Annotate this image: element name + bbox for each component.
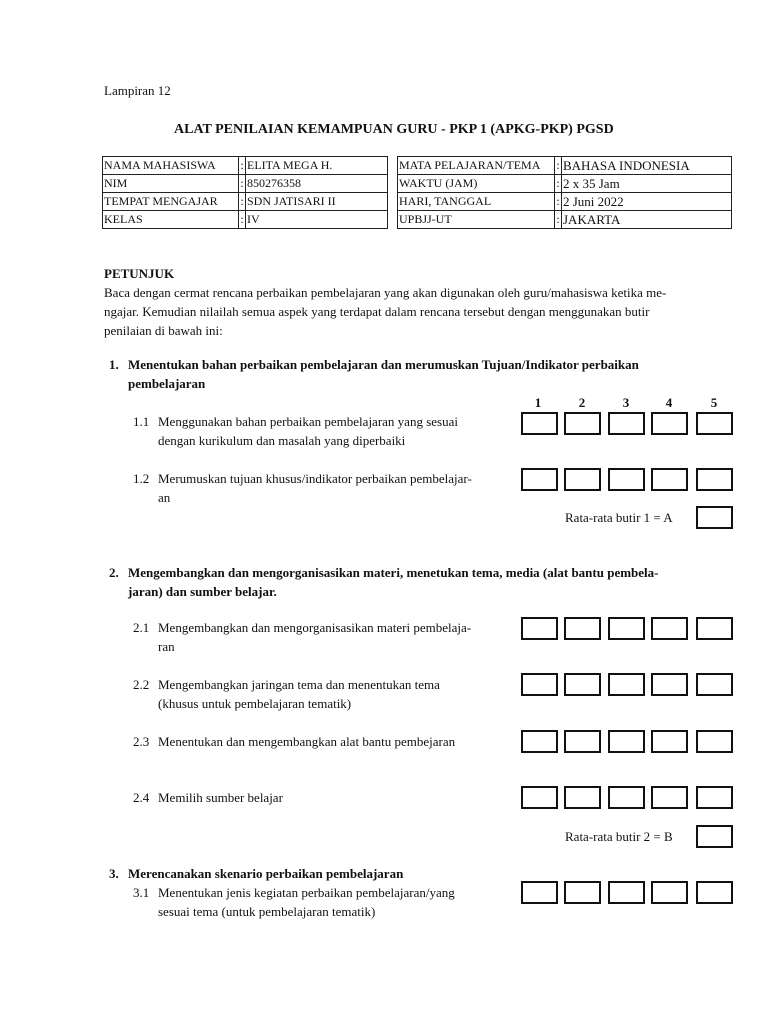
rating-box-5[interactable] — [696, 617, 733, 640]
info-colon: : — [239, 175, 246, 193]
info-label-hari: HARI, TANGGAL — [398, 193, 555, 211]
lesson-info-table — [397, 156, 732, 229]
rating-box-1[interactable] — [521, 786, 558, 809]
rating-box-3[interactable] — [608, 412, 645, 435]
rating-box-4[interactable] — [651, 617, 688, 640]
info-value-nim: 850276358 — [246, 175, 388, 193]
info-value-nama: ELITA MEGA H. — [246, 157, 388, 175]
info-label-upbjj: UPBJJ-UT — [398, 211, 555, 229]
info-colon: : — [555, 157, 562, 175]
scale-label-5: 5 — [710, 395, 718, 410]
info-colon: : — [555, 193, 562, 211]
info-colon: : — [239, 157, 246, 175]
scale-label-2: 2 — [578, 395, 586, 410]
rating-box-5[interactable] — [696, 730, 733, 753]
rating-box-4[interactable] — [651, 786, 688, 809]
item-text-line: an — [158, 490, 171, 505]
rating-box-1[interactable] — [521, 412, 558, 435]
info-value-upbjj: JAKARTA — [562, 211, 732, 229]
rating-box-2[interactable] — [564, 786, 601, 809]
section-number: 3. — [109, 866, 119, 881]
info-label-nim: NIM — [103, 175, 239, 193]
item-text-line: Memilih sumber belajar — [158, 790, 283, 805]
rating-box-1[interactable] — [521, 730, 558, 753]
average-label-b: Rata-rata butir 2 = B — [565, 829, 673, 844]
rating-box-3[interactable] — [608, 730, 645, 753]
rating-box-4[interactable] — [651, 412, 688, 435]
rating-box-5[interactable] — [696, 881, 733, 904]
rating-box-2[interactable] — [564, 412, 601, 435]
item-text-line: Merumuskan tujuan khusus/indikator perbaikan pembelajar- — [158, 471, 472, 486]
rating-box-1[interactable] — [521, 617, 558, 640]
item-text-line: dengan kurikulum dan masalah yang diperbaiki — [158, 433, 406, 448]
scale-label-1: 1 — [534, 395, 542, 410]
item-number: 3.1 — [133, 885, 150, 900]
scale-label-4: 4 — [665, 395, 673, 410]
rating-box-2[interactable] — [564, 617, 601, 640]
rating-box-2[interactable] — [564, 730, 601, 753]
rating-box-4[interactable] — [651, 730, 688, 753]
info-colon: : — [555, 211, 562, 229]
average-label-a: Rata-rata butir 1 = A — [565, 510, 673, 525]
info-colon: : — [555, 175, 562, 193]
rating-box-3[interactable] — [608, 468, 645, 491]
rating-box-3[interactable] — [608, 881, 645, 904]
rating-box-4[interactable] — [651, 468, 688, 491]
info-value-waktu: 2 x 35 Jam — [562, 175, 732, 193]
rating-box-5[interactable] — [696, 468, 733, 491]
info-value-hari: 2 Juni 2022 — [562, 193, 732, 211]
section-number: 2. — [109, 565, 119, 580]
item-text-line: Menggunakan bahan perbaikan pembelajaran yang sesuai — [158, 414, 458, 429]
section-title-line: Mengembangkan dan mengorganisasikan materi, menetukan tema, media (alat bantu pembela- — [128, 565, 659, 580]
item-text-line: Mengembangkan dan mengorganisasikan materi pembelaja- — [158, 620, 472, 635]
info-value-tempat: SDN JATISARI II — [246, 193, 388, 211]
item-text-line: Mengembangkan jaringan tema dan menentukan tema — [158, 677, 440, 692]
section-number: 1. — [109, 357, 119, 372]
info-value-mapel: BAHASA INDONESIA — [562, 157, 732, 175]
item-text-line: sesuai tema (untuk pembelajaran tematik) — [158, 904, 376, 919]
section-title-line: Menentukan bahan perbaikan pembelajaran dan merumuskan Tujuan/Indikator perbaikan — [128, 357, 639, 372]
item-number: 2.3 — [133, 734, 150, 749]
rating-box-5[interactable] — [696, 673, 733, 696]
info-value-kelas: IV — [246, 211, 388, 229]
rating-box-2[interactable] — [564, 468, 601, 491]
info-label-kelas: KELAS — [103, 211, 239, 229]
rating-box-1[interactable] — [521, 881, 558, 904]
petunjuk-line-1: Baca dengan cermat rencana perbaikan pembelajaran yang akan digunakan oleh guru/mahasiswa ketika me- — [104, 285, 667, 300]
info-label-nama: NAMA MAHASISWA — [103, 157, 239, 175]
item-number: 2.2 — [133, 677, 150, 692]
rating-box-3[interactable] — [608, 617, 645, 640]
item-text-line: Menentukan jenis kegiatan perbaikan pembelajaran/yang — [158, 885, 455, 900]
average-box-a[interactable] — [696, 506, 733, 529]
info-label-tempat: TEMPAT MENGAJAR — [103, 193, 239, 211]
average-box-b[interactable] — [696, 825, 733, 848]
item-text-line: ran — [158, 639, 175, 654]
rating-box-4[interactable] — [651, 673, 688, 696]
petunjuk-line-2: ngajar. Kemudian nilailah semua aspek yang terdapat dalam rencana tersebut dengan menggunakan butir — [104, 304, 650, 319]
section-title-line: pembelajaran — [128, 376, 206, 391]
rating-box-1[interactable] — [521, 468, 558, 491]
rating-box-3[interactable] — [608, 786, 645, 809]
rating-box-4[interactable] — [651, 881, 688, 904]
rating-box-2[interactable] — [564, 881, 601, 904]
section-title-line: Merencanakan skenario perbaikan pembelajaran — [128, 866, 404, 881]
petunjuk-heading: PETUNJUK — [104, 266, 175, 281]
info-colon: : — [239, 211, 246, 229]
rating-box-2[interactable] — [564, 673, 601, 696]
scale-label-3: 3 — [622, 395, 630, 410]
item-text-line: (khusus untuk pembelajaran tematik) — [158, 696, 352, 711]
info-label-waktu: WAKTU (JAM) — [398, 175, 555, 193]
rating-box-3[interactable] — [608, 673, 645, 696]
item-number: 2.4 — [133, 790, 150, 805]
rating-box-1[interactable] — [521, 673, 558, 696]
document-title: ALAT PENILAIAN KEMAMPUAN GURU - PKP 1 (APKG-PKP) PGSD — [174, 122, 614, 137]
rating-box-5[interactable] — [696, 786, 733, 809]
info-colon: : — [239, 193, 246, 211]
student-info-table — [102, 156, 388, 229]
rating-box-5[interactable] — [696, 412, 733, 435]
lampiran-label: Lampiran 12 — [104, 83, 171, 98]
item-number: 1.1 — [133, 414, 150, 429]
item-text-line: Menentukan dan mengembangkan alat bantu pembejaran — [158, 734, 456, 749]
item-number: 2.1 — [133, 620, 150, 635]
section-title-line: jaran) dan sumber belajar. — [128, 584, 277, 599]
item-number: 1.2 — [133, 471, 150, 486]
info-label-mapel: MATA PELAJARAN/TEMA — [398, 157, 555, 175]
petunjuk-line-3: penilaian di bawah ini: — [104, 323, 223, 338]
